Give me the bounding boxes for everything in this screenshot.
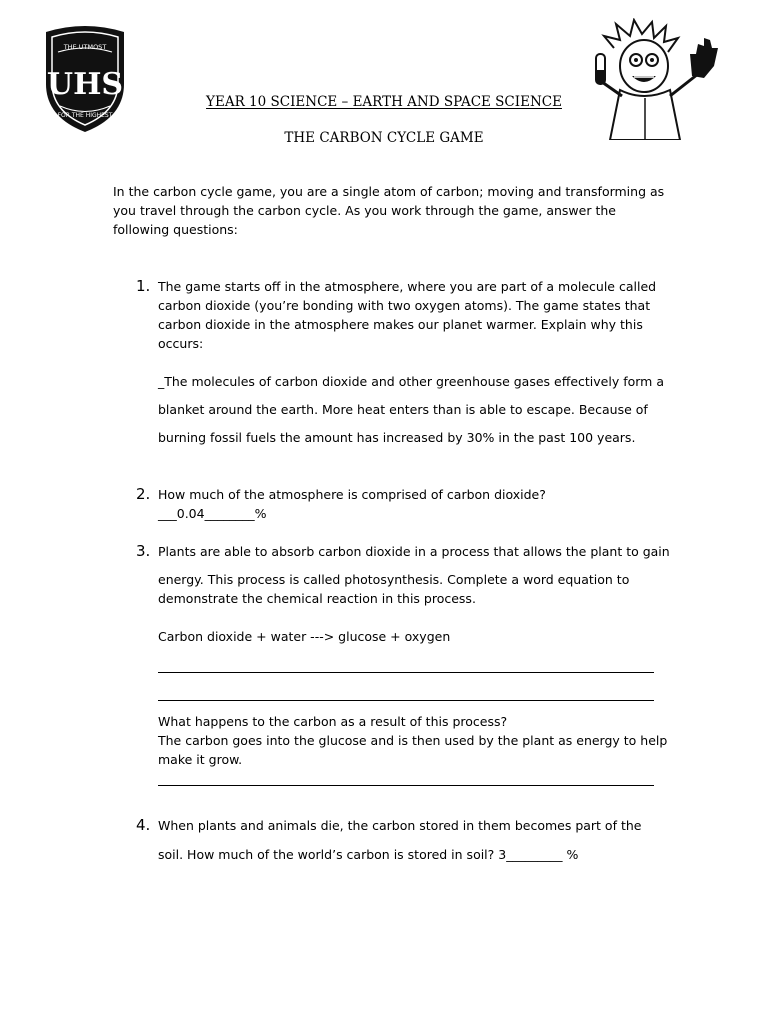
svg-text:THE UTMOST: THE UTMOST — [63, 43, 107, 51]
equation-answer: Carbon dioxide + water ---> glucose + oxygen — [158, 629, 451, 644]
question-number: 1. — [136, 277, 151, 295]
question-text: soil. How much of the world’s carbon is stored in soil? 3_________ % — [158, 847, 579, 862]
school-crest-logo — [38, 22, 132, 134]
answer-line — [158, 785, 654, 786]
page-subtitle: THE CARBON CYCLE GAME — [284, 130, 484, 146]
intro-line: following questions: — [113, 222, 238, 237]
svg-text:UHS: UHS — [46, 67, 124, 102]
question-text: carbon dioxide (you’re bonding with two oxygen atoms). The game states that — [158, 298, 651, 313]
answer-text: make it grow. — [158, 752, 243, 767]
intro-line: In the carbon cycle game, you are a single atom of carbon; moving and transforming as — [113, 184, 665, 199]
question-text: How much of the atmosphere is comprised of carbon dioxide? — [158, 487, 546, 502]
answer-text: burning fossil fuels the amount has increased by 30% in the past 100 years. — [158, 430, 636, 445]
question-text: demonstrate the chemical reaction in this process. — [158, 591, 476, 606]
intro-line: you travel through the carbon cycle. As you work through the game, answer the — [113, 203, 616, 218]
question-text: The game starts off in the atmosphere, where you are part of a molecule called — [158, 279, 657, 294]
question-text: When plants and animals die, the carbon stored in them becomes part of the — [158, 818, 642, 833]
answer-text: _The molecules of carbon dioxide and other greenhouse gases effectively form a — [158, 374, 664, 389]
question-text: Plants are able to absorb carbon dioxide in a process that allows the plant to gain — [158, 544, 670, 559]
page-title — [0, 94, 768, 110]
answer-text: The carbon goes into the glucose and is then used by the plant as energy to help — [158, 733, 668, 748]
cartoon-scientist-image — [594, 18, 724, 140]
question-text: occurs: — [158, 336, 204, 351]
answer-line — [158, 700, 654, 701]
question-number: 2. — [136, 485, 151, 503]
question-number: 3. — [136, 542, 151, 560]
answer-text: ___0.04________% — [158, 506, 267, 521]
question-text: energy. This process is called photosynthesis. Complete a word equation to — [158, 572, 630, 587]
question-number: 4. — [136, 816, 151, 834]
answer-text: blanket around the earth. More heat enters than is able to escape. Because of — [158, 402, 648, 417]
question-text: carbon dioxide in the atmosphere makes our planet warmer. Explain why this — [158, 317, 643, 332]
answer-line — [158, 672, 654, 673]
follow-up-question: What happens to the carbon as a result of this process? — [158, 714, 508, 729]
svg-text:FOR THE HIGHEST: FOR THE HIGHEST — [57, 112, 113, 119]
page-title-text: YEAR 10 SCIENCE – EARTH AND SPACE SCIENCE — [206, 94, 562, 110]
